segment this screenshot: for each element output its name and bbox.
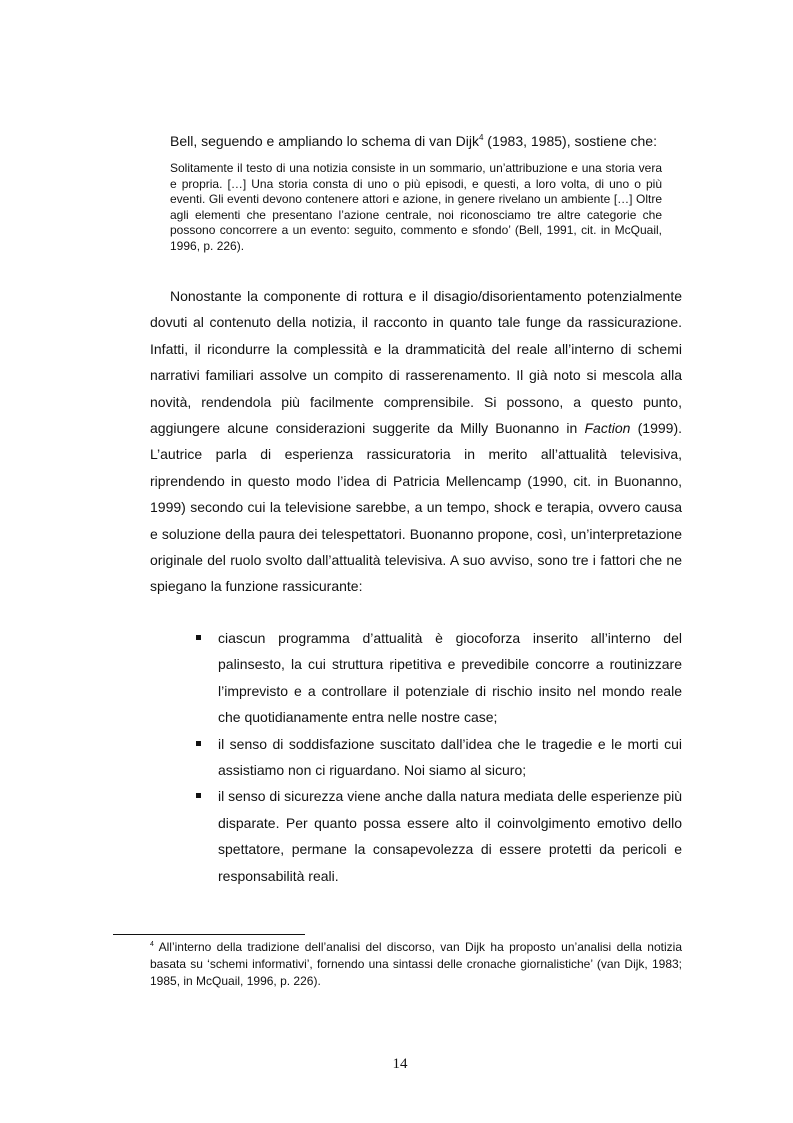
- footnote-reference[interactable]: 4: [478, 133, 484, 142]
- block-quote: Solitamente il testo di una notizia consiste in un sommario, un’attribuzione e una storia vera e propria. […] Una storia consta di uno o più episodi, e questi, a loro volta, di uno o più eventi. Gli eventi devono contenere attori e azione, in genere rivelano un ambiente […] Oltre agli elementi che presentano l’azione centrale, noi riconosciamo tre altre categorie che possono concorrere a un evento: seguito, commento e sfondo’ (Bell, 1991, cit. in McQuail, 1996, p. 226).: [170, 161, 662, 253]
- footnote-number: 4: [150, 941, 154, 948]
- intro-text-continued: (1983, 1985), sostiene che:: [483, 133, 657, 149]
- bullet-text: ciascun programma d’attualità è giocoforza inserito all’interno del palinsesto, la cui struttura ripetitiva e prevedibile concorre a routinizzare l’imprevisto e a controllare il potenziale di rischio insito nel mondo reale che quotidianamente entra nelle nostre case;: [218, 630, 682, 726]
- bullet-text: il senso di soddisfazione suscitato dall’idea che le tragedie e le morti cui assistiamo non ci riguardano. Noi siamo al sicuro;: [218, 735, 682, 779]
- footnote: [150, 939, 682, 989]
- body-paragraph: [150, 283, 682, 600]
- bullet-item: [194, 731, 682, 784]
- book-title: Faction: [584, 420, 631, 437]
- intro-text: Bell, seguendo e ampliando lo schema di van Dijk: [170, 133, 479, 149]
- footnote-text: All’interno della tradizione dell’analisi del discorso, van Dijk ha proposto un’analisi della notizia basata su ‘schemi informativi’, fornendo una sintassi delle cronache giornalistiche’ (van Dijk, 1983; 1985, in McQuail, 1996, p. 226).: [150, 940, 682, 988]
- bullet-text: il senso di sicurezza viene anche dalla natura mediata delle esperienze più disparate. Per quanto possa essere alto il coinvolgimento emotivo dello spettatore, permane la consapevolezza di essere protetti da pericoli e responsabilità reali.: [218, 788, 682, 884]
- body-text-part2: (1999). L’autrice parla di esperienza rassicuratoria in merito all’attualità televisiva, riprendendo in questo modo l’idea di Patricia Mellencamp (1990, cit. in Buonanno, 1999) secondo cui la televisione sarebbe, a un tempo, shock e terapia, ovvero causa e soluzione della paura dei telespettatori. Buonanno propone, così, un’interpretazione originale del ruolo svolto dall’attualità televisiva. A suo avviso, sono tre i fattori che ne spiegano la funzione rassicurante:: [150, 420, 683, 595]
- square-bullet-icon: [196, 635, 201, 640]
- square-bullet-icon: [196, 741, 201, 746]
- square-bullet-icon: [196, 793, 201, 798]
- body-text-part1: Nonostante la componente di rottura e il disagio/disorientamento potenzialmente dovuti al contenuto della notizia, il racconto in quanto tale funge da rassicurazione. Infatti, il ricondurre la complessità e la drammaticità del reale all’interno di schemi narrativi familiari assolve un compito di rasserenamento. Il già noto si mescola alla novità, rendendola più facilmente comprensibile. Si possono, a questo punto, aggiungere alcune considerazioni suggerite da Milly Buonanno in: [150, 288, 682, 437]
- bullet-list: [194, 625, 682, 889]
- intro-line: [170, 132, 685, 150]
- bullet-item: [194, 783, 682, 889]
- footnote-divider: [113, 934, 305, 935]
- bullet-item: [194, 625, 682, 731]
- page-number: 14: [392, 1056, 408, 1072]
